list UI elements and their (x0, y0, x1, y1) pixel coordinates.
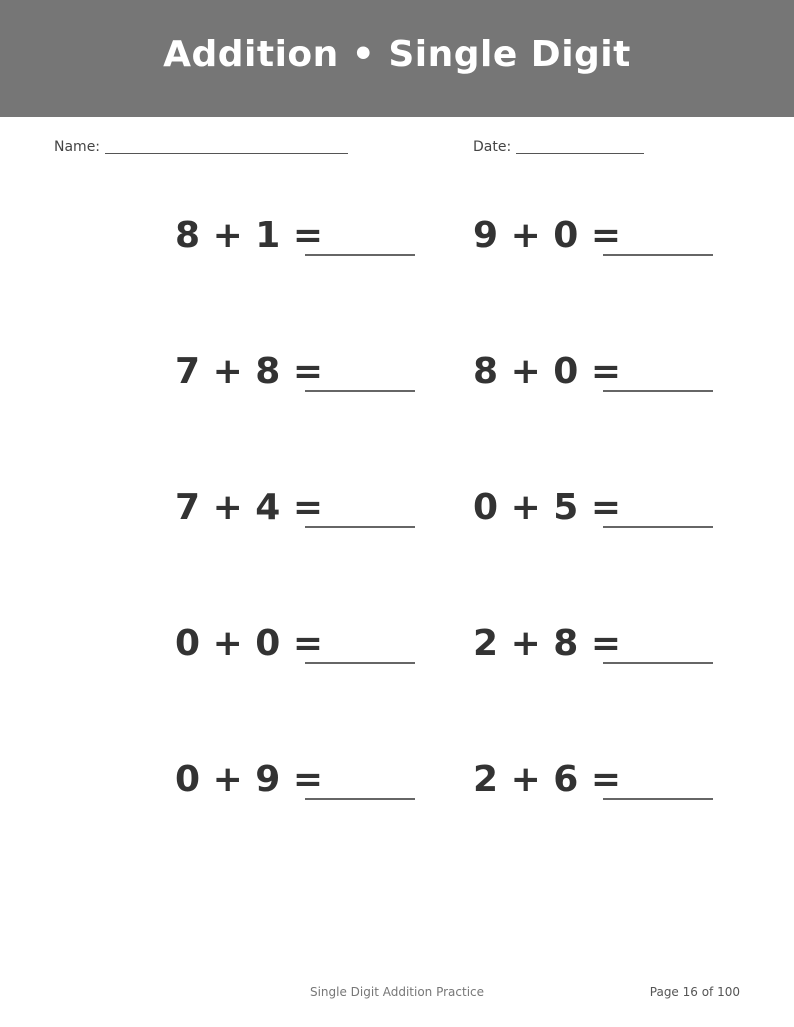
answer-line (603, 526, 713, 528)
answer-line (603, 798, 713, 800)
answer-line (603, 254, 713, 256)
answer-line (305, 798, 415, 800)
problem-expression: 7 + 4 = (175, 487, 324, 528)
problem-expression: 8 + 0 = (473, 351, 622, 392)
problem-expression: 8 + 1 = (175, 215, 324, 256)
answer-line (305, 526, 415, 528)
answer-line (305, 254, 415, 256)
problem-expression: 9 + 0 = (473, 215, 622, 256)
answer-line (305, 390, 415, 392)
worksheet-header (0, 0, 794, 117)
problem-expression: 0 + 5 = (473, 487, 622, 528)
name-label: Name: (54, 139, 101, 155)
answer-line (305, 662, 415, 664)
problem-expression: 0 + 0 = (175, 623, 324, 664)
problem-expression: 7 + 8 = (175, 351, 324, 392)
date-blank-line (516, 139, 644, 154)
worksheet-title: Addition • Single Digit (163, 34, 631, 75)
problem-expression: 0 + 9 = (175, 759, 324, 800)
footer-title: Single Digit Addition Practice (309, 985, 485, 999)
answer-line (603, 662, 713, 664)
page-number: Page 16 of 100 (649, 985, 740, 999)
date-field (473, 136, 644, 155)
date-label: Date: (473, 139, 512, 155)
problem-expression: 2 + 8 = (473, 623, 622, 664)
answer-line (603, 390, 713, 392)
name-blank-line (105, 139, 348, 154)
name-field (54, 136, 348, 155)
problem-expression: 2 + 6 = (473, 759, 622, 800)
